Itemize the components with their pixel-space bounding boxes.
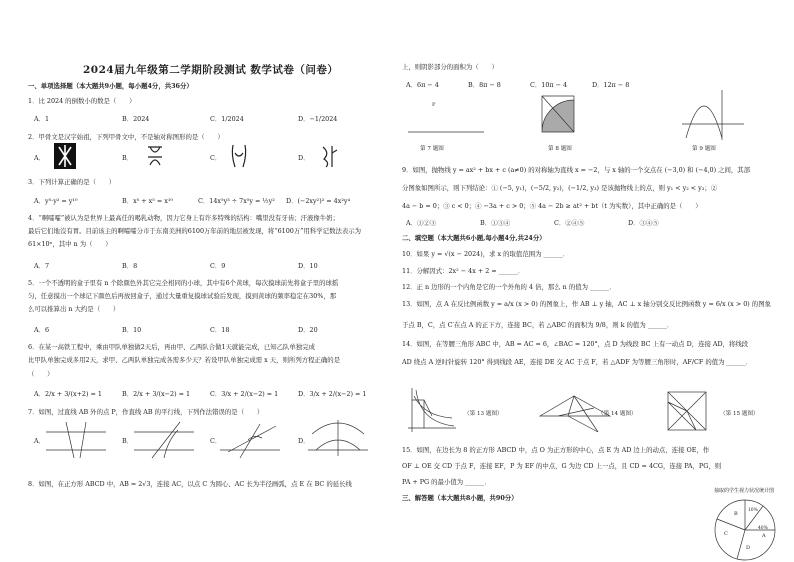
q2-option-d[interactable]: D． [298, 154, 310, 162]
fig8-diagram [534, 92, 606, 142]
q7-option-d[interactable]: D． [298, 437, 310, 445]
q7-figure-b [134, 422, 194, 458]
q3-option-c[interactable]: C．14x⁵y³ ÷ 7x⁵y = ½y² [198, 197, 275, 205]
pie-label-d: D [746, 545, 751, 551]
fig13-diagram [408, 388, 458, 434]
question-3: 3．下列计算正确的是（ ） [28, 178, 116, 186]
question-9-line2: 分图象如图所示，则下列结论：① (−5, y₁)，(−5/2, y₂)，(−1/2, y₃) 是该抛物线上的点，则 y₁ < y₂ < y₃；② [402, 184, 718, 192]
q7-figure-c [220, 422, 280, 458]
section-1-heading: 一、单项选择题（本大题共9小题，每小题4分，共36分） [28, 82, 193, 90]
question-5-line3: 么可以推算出 n 大约是（ ） [28, 305, 120, 313]
q7-figure-d [308, 420, 368, 458]
question-14-line2: AD 绕点 A 逆时针旋转 120° 得到线段 AE，连接 DE 交 AC 于点 F，若 △ADF 为等腰三角形时，AF/CF 的值为 ______． [402, 358, 753, 366]
pie-label-b: B [734, 511, 738, 517]
question-15-line3: PA + PG 的最小值为 ______． [402, 478, 491, 486]
question-1: 1．比 2024 的倒数小的数是（ ） [28, 97, 136, 105]
fig15-caption: （第 15 题图） [720, 411, 759, 417]
question-11: 11．分解因式：2x² − 4x + 2 = ______． [402, 267, 525, 275]
fig15-diagram [662, 388, 712, 434]
q5-option-b[interactable]: B．10 [122, 326, 142, 334]
question-10: 10．如果 y = √(x − 2024)，求 x 的取值范围为 ______． [402, 250, 570, 258]
question-12: 12．正 n 边形的一个内角是它的一个外角的 4 倍，那么 n 的值为 ______． [402, 283, 616, 291]
oracle-glyph-d [318, 143, 340, 169]
question-15-line1: 15．如图，在边长为 8 的正方形 ABCD 中，点 O 为正方形的中心，点 E 为 AD 边上的动点，连接 OE，作 [402, 446, 710, 454]
fig8-caption: 第 8 题图 [548, 146, 572, 152]
question-2: 2．甲骨文是汉字始祖，下列甲骨文中，不是轴对称图形的是（ ） [28, 133, 224, 141]
oracle-glyph-a [54, 143, 76, 169]
question-6-line1: 6．在某一高铁工程中，乘由甲队单独做2天后，再由甲、乙两队合做1天就能完成，已知乙队单独完成 [28, 343, 315, 351]
question-4-line1: 4．“啊嚯嚯”被认为是世界上最高任的喝乳动物，因力它身上有许多特殊的结构：嘴里没有牙齿；汗液像牛奶； [28, 214, 339, 222]
q6-option-b[interactable]: B．2/x + 3/(x−2) = 1 [122, 390, 191, 398]
svg-text:P: P [432, 102, 436, 108]
question-5-line2: 匀，任意摸出一个球记下颜色后再放回盒子，通过大量重复摸球试验后发现，摸到黄球的频率稳定在30%，那 [28, 292, 337, 300]
oracle-glyph-b [144, 143, 166, 169]
q6-option-c[interactable]: C．3/x + 2/(x−2) = 1 [210, 390, 279, 398]
q1-option-b[interactable]: B．2024 [122, 115, 150, 123]
question-8: 8．如图，在正方形 ABCD 中，AB = 2√3，连接 AC，以点 C 为圆心、AC 长为半径画弧，点 E 在 BC 的延长线 [28, 480, 352, 488]
pie-label-c: C [724, 531, 728, 537]
pie-label-10: 10% [748, 508, 758, 513]
q7-option-a[interactable]: A． [34, 437, 46, 445]
q8-option-c[interactable]: C．10π − 4 [530, 81, 568, 89]
q9-option-a[interactable]: A．①②③ [406, 219, 437, 227]
paper-title: 2024届九年级第二学期阶段测试 数学试卷（问卷） [83, 64, 339, 76]
q8-option-b[interactable]: B．8π − 8 [468, 81, 501, 89]
q6-option-d[interactable]: D．3/x + 2/(x−2) = 1 [298, 390, 367, 398]
pie-title: 抽取的学生视力状况统计图 [714, 488, 775, 494]
right-column [402, 0, 782, 562]
section-3-heading: 三、解答题（本大题共8小题，共90分） [402, 494, 518, 502]
question-9-line1: 9．如图，抛物线 y = ax² + bx + c (a≠0) 的对称轴为直线 x = −2，与 x 轴的一个交点在 (−3,0) 和 (−4,0) 之间，其部 [402, 166, 751, 174]
q9-option-c[interactable]: C．②④⑤ [554, 219, 585, 227]
q2-option-a[interactable]: A． [34, 154, 46, 162]
q5-option-a[interactable]: A．6 [34, 326, 50, 334]
q4-option-b[interactable]: B．8 [122, 262, 138, 270]
pie-label-40: 40% [758, 526, 768, 531]
q2-option-b[interactable]: B． [122, 154, 134, 162]
question-14-line1: 14．如图，在等腰三角形 ABC 中，AB = AC = 6，∠BAC = 120°，点 D 为线段 BC 上有一动点 D，连接 AD，将线段 [402, 340, 749, 348]
question-6-line3: （ ） [28, 370, 54, 378]
section-2-heading: 二、填空题（本大题共6小题,每小题4分,共24分） [402, 234, 546, 242]
q4-option-c[interactable]: C．9 [210, 262, 226, 270]
vision-pie-chart [712, 497, 778, 561]
q9-option-b[interactable]: B．①③④ [480, 219, 511, 227]
q9-option-d[interactable]: D．③④⑤ [628, 219, 659, 227]
fig7-caption: 第 7 题图 [420, 146, 444, 152]
q3-option-a[interactable]: A．y⁵·y² = y¹⁰ [34, 197, 78, 205]
question-8-cont: 上，则阴影部分的面积为（ ） [402, 63, 498, 71]
fig9-diagram [682, 90, 746, 142]
oracle-glyph-c [228, 143, 250, 169]
question-9-line3: 4a − b = 0；③ c < 0；④ −3a + c > 0；⑤ 4a − 2b ≥ at² + bt（t 为实数），其中正确的是（ ） [402, 202, 702, 210]
question-4-line3: 61×10ⁿ，其中 n 为（ ） [28, 240, 112, 248]
question-4-line2: 最后它们地沒有胃。目前该主的啊嚯嚯分市于东南美洲的6100万年前的地层被发现，将“6100万”用科学记数法表示为 [28, 227, 362, 235]
question-13-line2: 于点 B，C，点 C′在点 A 的正下方，连接 BC，若 △ABC 的面积为 9/8，则 k 的值为 ______． [402, 321, 674, 329]
q3-option-d[interactable]: D．(−2xy²)² = 4x²y⁴ [286, 197, 351, 205]
pie-label-a: A [762, 533, 766, 539]
q1-option-d[interactable]: D．−1/2024 [298, 115, 338, 123]
q6-option-a[interactable]: A．2/x + 3/(x+2) = 1 [34, 390, 102, 398]
q5-option-d[interactable]: D．20 [298, 326, 318, 334]
q7-option-c[interactable]: C． [210, 437, 222, 445]
question-13-line1: 13．如图，点 A 在反比例函数 y = a/x (x > 0) 的图象上，作 AB ⊥ y 轴，AC ⊥ x 轴分别交反比例函数 y = 6/x (x > 0) 的图象 [402, 300, 771, 308]
q4-option-a[interactable]: A．7 [34, 262, 50, 270]
question-5-line1: 5．一个不透明的盒子里有 n 个除颜色外其它完全相同的小球，其中有6个黄球，每次摸球前先将盒子里的球摇 [28, 279, 339, 287]
q7-option-b[interactable]: B． [122, 437, 134, 445]
fig9-caption: 第 9 题图 [692, 146, 716, 152]
question-7: 7．如图，过直线 AB 外的点 P，作直线 AB 的平行线，下列作法错误的是（ ） [28, 408, 264, 416]
fig13-caption: （第 13 题图） [464, 411, 503, 417]
question-6-line2: 比甲队单独完成多用2天，求甲、乙两队单独完成各需多少天？若设甲队单独完成需 x 天，则所列方程正确的是 [28, 356, 341, 364]
q7-figure-a [46, 422, 106, 458]
q8-option-a[interactable]: A．6π − 4 [406, 81, 439, 89]
q5-option-c[interactable]: C．18 [210, 326, 230, 334]
q1-option-a[interactable]: A．1 [34, 115, 50, 123]
q3-option-b[interactable]: B．x⁵ + x⁵ = x¹⁰ [122, 197, 173, 205]
q4-option-d[interactable]: D．10 [298, 262, 318, 270]
q2-option-c[interactable]: C． [210, 154, 222, 162]
q8-option-d[interactable]: D．12π − 8 [592, 81, 630, 89]
left-column [28, 0, 388, 562]
question-15-line2: OF ⊥ OE 交 CD 于点 F，连接 EF，P 为 EF 的中点，G 为边 CD 上一点，且 CD = 4CG，连接 PA，PG，则 [402, 462, 722, 470]
fig7-diagram [408, 96, 488, 141]
fig14-caption: （第 14 题图） [598, 411, 637, 417]
q1-option-c[interactable]: C．1/2024 [210, 115, 244, 123]
